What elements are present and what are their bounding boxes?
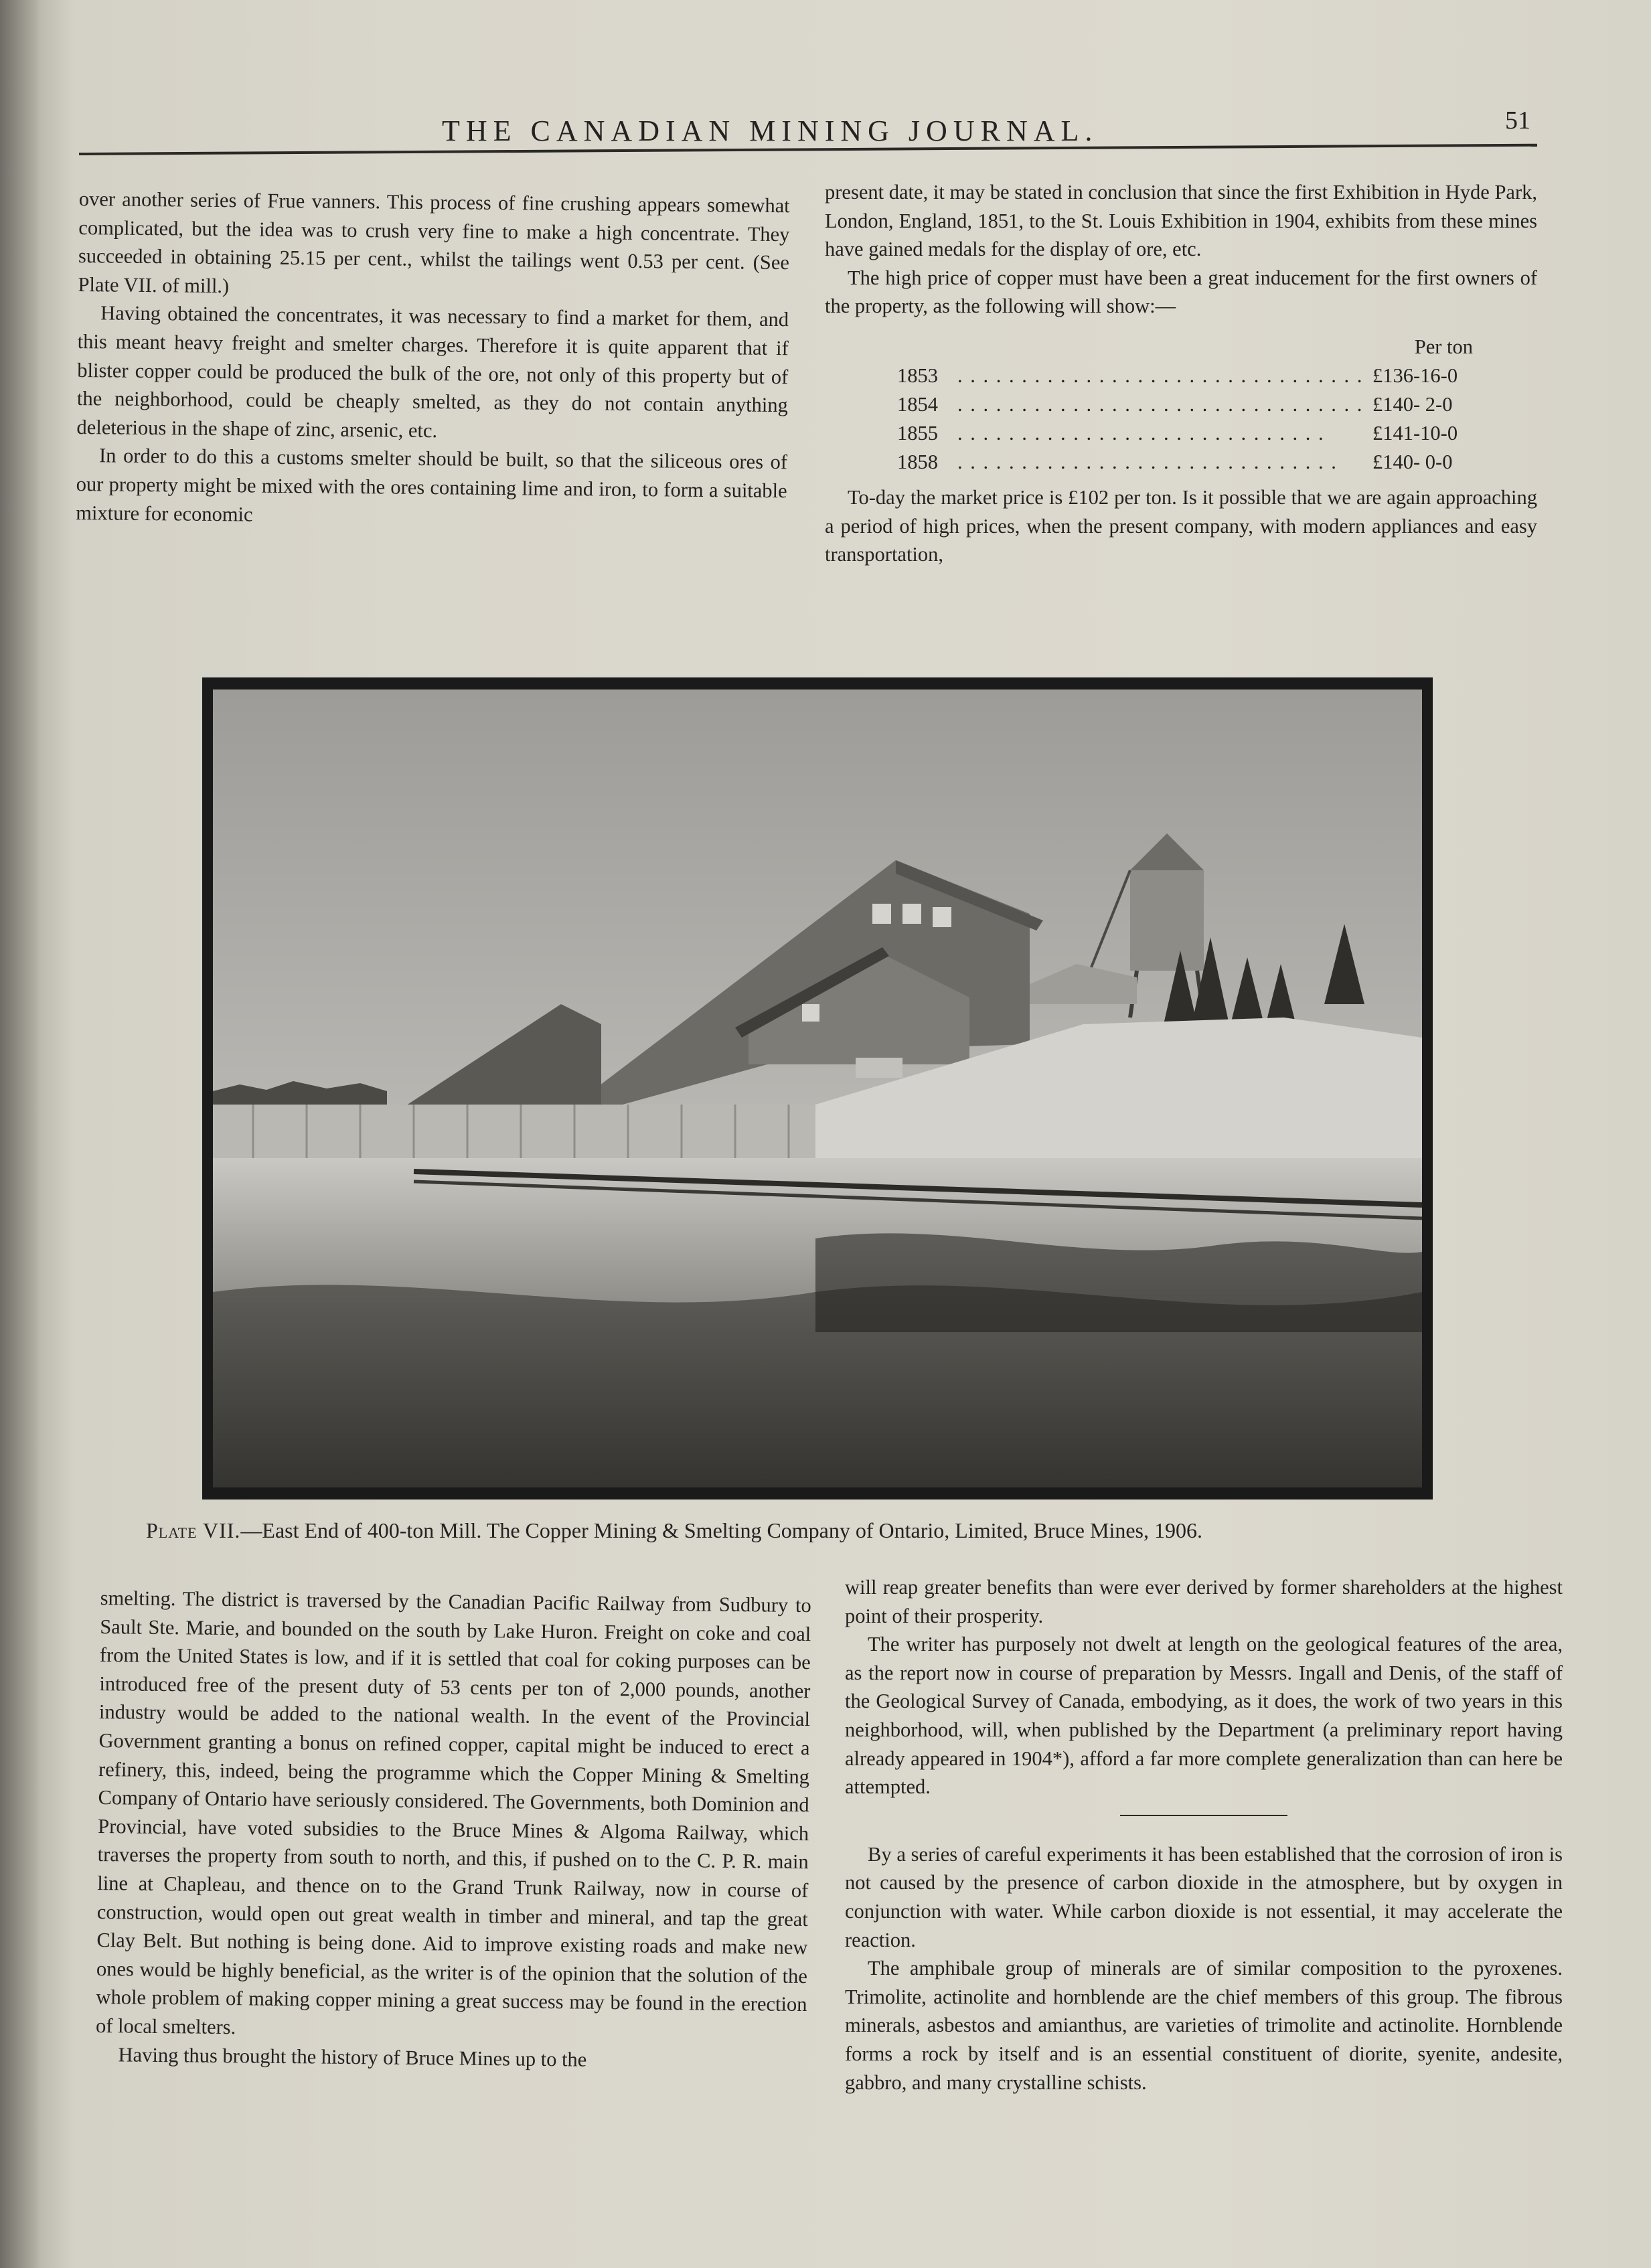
- page-binding-shadow: [0, 0, 40, 2268]
- copper-price-table: [897, 333, 1473, 477]
- paragraph: Having thus brought the history of Bruce Mines up to the: [118, 2042, 587, 2071]
- journal-title: THE CANADIAN MINING JOURNAL.: [442, 114, 1099, 147]
- price-year: 1853: [897, 363, 938, 387]
- paragraph: present date, it may be stated in conclusion that since the first Exhibition in Hyde Park, London, England, 1851, to the St. Louis Exhibition in 1904, exhibits from these mines have gained medals for the display of ore, etc.: [825, 181, 1537, 261]
- page-number: 51: [1505, 106, 1530, 135]
- leader-dots: . . . . . . . . . . . . . . . . . . . . . . . . . . . . . . . .: [957, 392, 1364, 416]
- price-row: [897, 419, 1473, 448]
- price-table-header: Per ton: [1414, 335, 1473, 358]
- price-row: [897, 361, 1473, 390]
- price-value: £141-10-0: [1372, 421, 1458, 444]
- leader-dots: . . . . . . . . . . . . . . . . . . . . . . . . . . . . .: [957, 421, 1325, 444]
- paragraph: over another series of Frue vanners. This process of fine crushing appears somewhat complicated, but the idea was to crush very fine to make a high concentrate. They succeeded in obtaining 25.15 per cent., whilst the tailings went 0.53 per cent. (See Plate VII. of mill.): [78, 187, 790, 297]
- leader-dots: . . . . . . . . . . . . . . . . . . . . . . . . . . . . . . . .: [957, 363, 1364, 387]
- mill-scene-illustration: [213, 690, 1422, 1487]
- paragraph: Having obtained the concentrates, it was necessary to find a market for them, and this meant heavy freight and smelter charges. Therefore it is quite apparent that if blister copper could be produced the bulk of the ore, not only of this property but of the neighborhood, could be cheaply smelted, as they do not contain anything deleterious in the shape of zinc, arsenic, etc.: [76, 301, 789, 442]
- top-left-column: [76, 185, 790, 534]
- price-year: 1858: [897, 450, 938, 473]
- bottom-right-column: [845, 1573, 1563, 2097]
- paragraph: will reap greater benefits than were ever derived by former shareholders at the highest point of their prosperity.: [845, 1576, 1563, 1627]
- price-value: £140- 0-0: [1372, 450, 1453, 473]
- leader-dots: . . . . . . . . . . . . . . . . . . . . . . . . . . . . . .: [957, 450, 1338, 473]
- paragraph: To-day the market price is £102 per ton. Is it possible that we are again approaching a period of high prices, when the present company, with modern appliances and easy transportation,: [825, 485, 1537, 566]
- price-year: 1855: [897, 421, 938, 444]
- caption-text: —East End of 400-ton Mill. The Copper Mining & Smelting Company of Ontario, Limited, Bruce Mines, 1906.: [240, 1518, 1202, 1542]
- paragraph: The high price of copper must have been a great inducement for the first owners of the property, as the following will show:—: [825, 266, 1537, 318]
- price-value: £140- 2-0: [1372, 392, 1453, 416]
- paragraph: By a series of careful experiments it has been established that the corrosion of iron is not caused by the presence of carbon dioxide in the atmosphere, but by oxygen in conjunction with water. While carbon dioxide is not essential, it may accelerate the reaction.: [845, 1842, 1563, 1951]
- plate-vii-photograph: [202, 677, 1433, 1500]
- caption-plate-label: Plate VII.: [146, 1518, 241, 1542]
- paragraph: In order to do this a customs smelter should be built, so that the siliceous ores of our property might be mixed with the ores containing lime and iron, to form a suitable mixture for economic: [76, 444, 788, 526]
- price-year: 1854: [897, 392, 938, 416]
- section-divider: [1120, 1815, 1287, 1816]
- mill-photo: [213, 690, 1422, 1487]
- paragraph: smelting. The district is traversed by the Canadian Pacific Railway from Sudbury to Sault Ste. Marie, and bounded on the south by Lake Huron. Freight on coke and coal from the United States is low, and if it is settled that coal for coking purposes can be introduced free of the present duty of 53 cents per ton of 2,000 pounds, another industry would be added to the national wealth. In the event of the Provincial Government granting a bonus on refined copper, capital might be induced to erect a refinery, this, indeed, being the programme which the Copper Mining & Smelting Company of Ontario have seriously considered. The Governments, both Dominion and Provincial, have voted subsidies to the Bruce Mines & Algoma Railway, which traverses the property from south to north, and this, if pushed on to the C. P. R. main line at Chapleau, and thence on to the Grand Trunk Railway, now in course of construction, would open out great wealth in timber and mineral, and tap the great Clay Belt. But nothing is being done. Aid to improve existing roads and make new ones would be highly beneficial, as the writer is of the opinion that the solution of the whole problem of making copper mining a great success may be found in the erection of local smelters.: [95, 1586, 811, 2039]
- price-value: £136-16-0: [1372, 363, 1458, 387]
- price-row: [897, 390, 1473, 419]
- paragraph: The writer has purposely not dwelt at length on the geological features of the area, as the report now in course of preparation by Messrs. Ingall and Denis, of the staff of the Geological Survey of Canada, embodying, as it does, the work of two years in this neighborhood, will, when published by the Department (a preliminary report having already appeared in 1904*), afford a far more complete generalization than can here be attempted.: [845, 1633, 1563, 1799]
- bottom-left-column: [95, 1584, 811, 2076]
- paragraph: The amphibale group of minerals are of similar composition to the pyroxenes. Trimolite, actinolite and hornblende are the chief members of this group. The fibrous minerals, asbestos and amianthus, are varieties of trimolite and actinolite. Hornblende forms a rock by itself and is an essential constituent of diorite, syenite, andesite, gabbro, and many crystalline schists.: [845, 1957, 1563, 2094]
- plate-caption: [146, 1518, 1525, 1543]
- top-right-column: [825, 178, 1537, 569]
- price-row: [897, 448, 1473, 477]
